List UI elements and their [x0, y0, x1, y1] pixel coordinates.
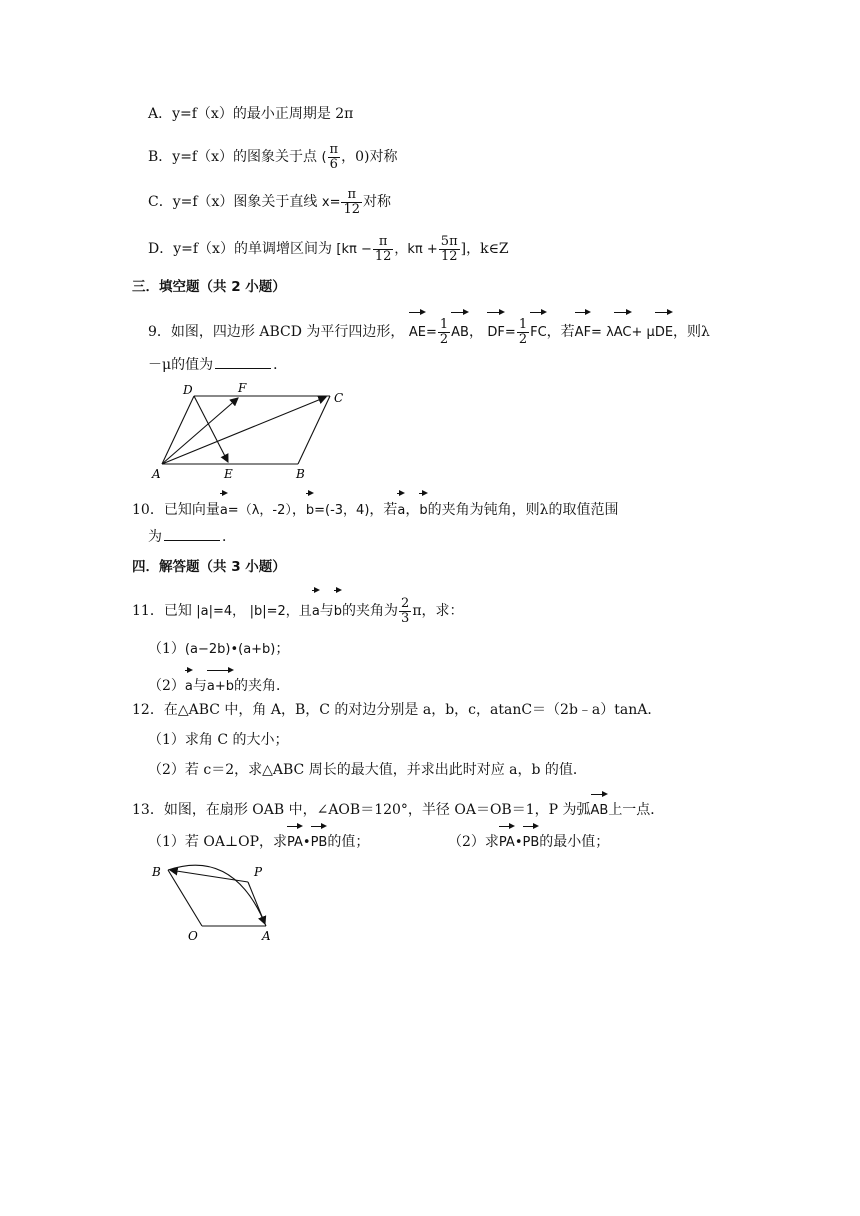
dot: • — [302, 835, 311, 850]
option-b — [148, 140, 397, 174]
vector-df: DF — [487, 310, 505, 350]
plus-mu: + μ — [631, 325, 655, 340]
fraction-half — [517, 318, 529, 347]
label-o: O — [188, 929, 198, 942]
vector-pa: PA — [287, 824, 303, 856]
vector-pb: PB — [311, 824, 328, 856]
answer-blank — [164, 528, 220, 541]
comma: ， — [468, 324, 483, 340]
label-a: A — [152, 467, 161, 481]
abs-a: |a|=4， — [196, 604, 246, 619]
q10-line2 — [148, 527, 236, 547]
vector-a: a — [185, 668, 193, 700]
arc-ab: AB — [591, 792, 609, 824]
frac-num: 1 — [439, 316, 449, 332]
fraction-half — [438, 318, 450, 347]
q13-line1 — [132, 792, 664, 818]
frac-den: 12 — [343, 201, 361, 217]
q9-line2 — [148, 355, 287, 375]
frac-num: π — [373, 235, 394, 250]
option-d-prefix: D．y=f（x）的单调增区间为 — [148, 241, 332, 257]
q13-p2-end: 的最小值； — [539, 834, 610, 850]
vector-b: b — [419, 491, 427, 525]
angle-text: 的夹角为 — [342, 603, 399, 619]
period: ． — [222, 529, 236, 545]
option-a — [148, 104, 353, 124]
option-a-text: A．y=f（x）的最小正周期是 2π — [148, 106, 354, 122]
dot: • — [514, 835, 523, 850]
vector-pa: PA — [499, 824, 515, 856]
sector-figure — [148, 858, 288, 942]
q10-mid: ，若 — [369, 502, 398, 518]
period: ． — [273, 357, 288, 373]
radius-ob — [168, 870, 202, 926]
q10-text: 10．已知向量 — [132, 502, 220, 518]
label-e: E — [224, 467, 233, 481]
vector-ab: AB — [451, 310, 469, 350]
label-f: F — [238, 382, 247, 395]
arrow-pa — [248, 882, 265, 924]
label-b: B — [296, 467, 305, 481]
vector-ae: AE — [409, 310, 426, 350]
frac-num: 1 — [518, 316, 528, 332]
q12-part2: （2）若 c＝2，求△ABC 周长的最大值，并求出此时对应 a，b 的值． — [148, 762, 587, 778]
q13-p1-text: （1）若 OA⊥OP，求 — [148, 834, 288, 850]
frac-den: 6 — [329, 156, 338, 172]
q9-condition: ，若 — [546, 324, 575, 340]
q10-line1 — [132, 491, 619, 519]
q11-pi: π，求： — [412, 603, 464, 619]
with: 与 — [319, 603, 334, 619]
q11-p2-end: 的夹角． — [234, 678, 291, 694]
option-d-suffix: ]，k∈Z — [460, 241, 509, 257]
section-3-heading: 三．填空题（共 2 小题） — [132, 279, 286, 295]
arrow-ac — [162, 397, 326, 464]
vector-a-value: =（λ，-2） — [227, 503, 292, 518]
comma: ， — [405, 502, 420, 518]
q11-text: 11．已知 — [132, 603, 192, 619]
q13-p1-end: 的值； — [327, 834, 370, 850]
label-b: B — [152, 865, 161, 879]
q13-end: 上一点． — [608, 802, 665, 818]
option-b-prefix: B．y=f（x）的图象关于点 — [148, 149, 318, 165]
frac-num: π — [329, 141, 339, 157]
vector-de: DE — [655, 310, 673, 350]
answer-blank — [215, 356, 271, 369]
frac-den: 12 — [374, 248, 392, 264]
vector-a: a — [312, 588, 320, 630]
equals-lambda: = λ — [591, 325, 614, 340]
arrow-pb — [170, 870, 248, 882]
option-c-suffix: 对称 — [363, 194, 392, 210]
label-a: A — [262, 929, 271, 942]
vector-b: b — [334, 588, 342, 630]
vector-a: a — [397, 491, 405, 525]
equals: = — [504, 325, 516, 340]
vector-ac: AC — [614, 310, 632, 350]
q12-part1: （1）求角 C 的大小； — [148, 732, 289, 748]
label-p: P — [254, 865, 263, 879]
q10-line2-text: 为 — [148, 529, 162, 545]
option-c-x: x= — [321, 195, 341, 210]
q10-tail: 的夹角为钝角，则λ的取值范围 — [427, 502, 619, 518]
part-label: （2） — [148, 678, 185, 694]
vector-b: b — [306, 491, 314, 525]
fraction-5pi-12 — [439, 235, 460, 264]
frac-den: 12 — [440, 248, 458, 264]
parallelogram-figure — [148, 382, 358, 482]
option-d — [148, 230, 509, 268]
fraction-pi-12 — [341, 188, 362, 217]
frac-num: π — [341, 188, 362, 203]
q13-part2 — [448, 824, 609, 850]
fraction-2-3 — [399, 597, 411, 626]
q11-part1 — [148, 636, 289, 662]
expr-a-plus-b: (a+b) — [238, 642, 276, 657]
frac-den: 2 — [518, 331, 528, 347]
q9-line2-text: －μ的值为 — [148, 357, 214, 373]
vector-a-plus-b: a+b — [207, 668, 234, 700]
arrow-de — [194, 396, 228, 462]
q13-text: 13．如图，在扇形 OAB 中，∠AOB＝120°，半径 OA＝OB＝1，P 为弧 — [132, 802, 591, 818]
label-c: C — [334, 391, 344, 405]
vector-af: AF — [575, 310, 591, 350]
frac-den: 2 — [439, 331, 449, 347]
option-c-prefix: C．y=f（x）图象关于直线 — [148, 194, 318, 210]
fraction-pi-12 — [373, 235, 394, 264]
section-4-heading: 四．解答题（共 3 小题） — [132, 559, 286, 575]
vector-a: a — [220, 491, 228, 525]
q13-p2-text: （2）求 — [448, 834, 499, 850]
frac-num: 2 — [401, 595, 410, 611]
vector-pb: PB — [523, 824, 540, 856]
fraction-pi-6 — [328, 143, 341, 172]
abs-b: |b|=2，且 — [249, 604, 312, 619]
q9-tail: ，则λ — [673, 324, 710, 340]
option-d-k1: [kπ − — [336, 242, 372, 257]
part-label: （1） — [148, 641, 185, 657]
option-c — [148, 184, 391, 220]
comma: ， — [291, 502, 306, 518]
semicolon: ； — [275, 641, 290, 657]
frac-num: 5π — [440, 233, 458, 249]
paren-open: ( — [321, 150, 327, 165]
q11-part2 — [148, 668, 290, 694]
vector-b-value: =(-3，4) — [314, 503, 370, 518]
frac-den: 3 — [401, 610, 410, 626]
dot: • — [230, 642, 239, 657]
with: 与 — [192, 678, 207, 694]
q11-line1 — [132, 588, 464, 624]
label-d: D — [183, 383, 193, 397]
option-d-mid: ，kπ + — [394, 242, 438, 257]
arc-ab-curve — [168, 865, 266, 926]
vector-fc: FC — [530, 310, 547, 350]
expr-a-minus-2b: (a−2b) — [184, 642, 231, 657]
q13-part1 — [148, 824, 369, 850]
q9-line1 — [148, 310, 710, 347]
equals: = — [425, 325, 437, 340]
edge-ad — [162, 396, 194, 464]
q9-text: 9．如图，四边形 ABCD 为平行四边形， — [148, 324, 405, 340]
q12-line1: 12．在△ABC 中，角 A，B，C 的对边分别是 a，b，c，atanC＝（2b﹣a）tanA． — [132, 702, 662, 718]
option-b-suffix: ，0)对称 — [341, 149, 398, 165]
